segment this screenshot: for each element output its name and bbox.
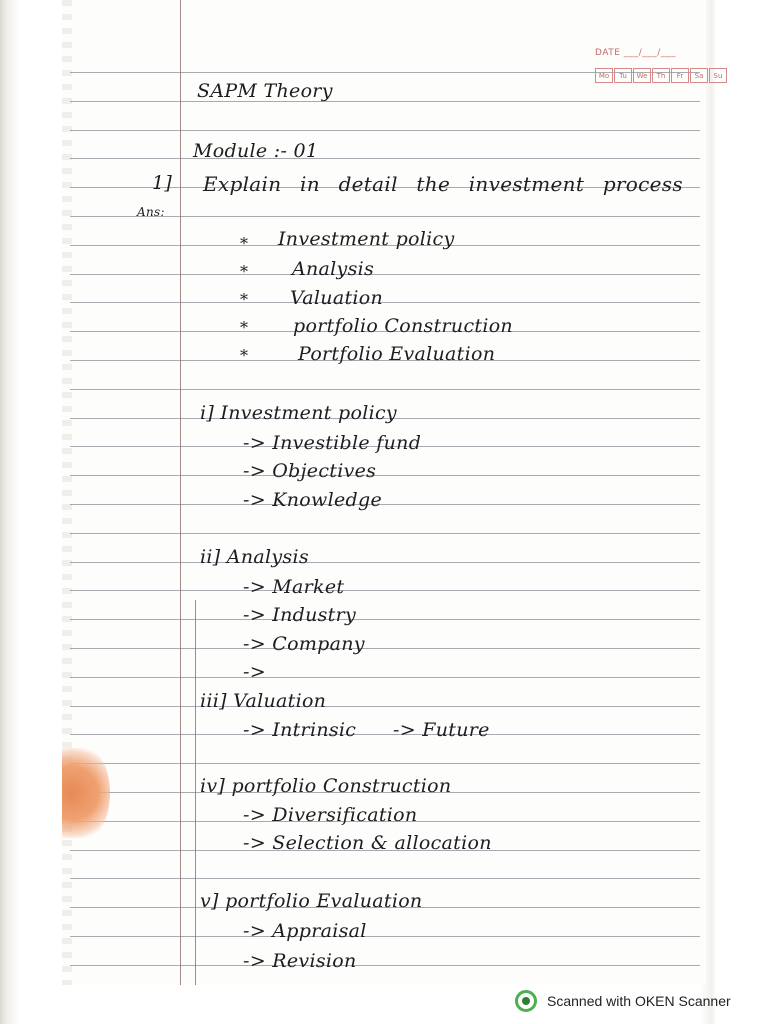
bullet-mark: * (240, 318, 249, 337)
section-item: -> Industry (243, 604, 357, 626)
margin-line (180, 0, 181, 985)
section-heading: v] portfolio Evaluation (200, 890, 423, 912)
bullet-mark: * (240, 234, 249, 253)
step-item: Portfolio Evaluation (298, 343, 496, 365)
margin-line-lower (195, 600, 196, 985)
section-heading: ii] Analysis (200, 546, 309, 568)
question-number: 1] (152, 172, 173, 194)
weekday-box: Th (652, 68, 670, 83)
ruled-line (70, 302, 700, 303)
question-text: Explain in detail the investment process (203, 172, 683, 196)
bullet-mark: * (240, 346, 249, 365)
ruled-line (70, 158, 700, 159)
module-heading: Module :- 01 (193, 140, 319, 162)
section-item: -> (243, 661, 266, 683)
section-heading: iii] Valuation (200, 690, 327, 712)
weekday-box: Mo (595, 68, 613, 83)
ruled-line (70, 130, 700, 131)
bullet-mark: * (240, 262, 249, 281)
ruled-line (70, 706, 700, 707)
ruled-line (70, 274, 700, 275)
step-item: portfolio Construction (293, 315, 513, 337)
weekday-boxes (595, 68, 728, 83)
ruled-line (70, 763, 700, 764)
ruled-line (70, 936, 700, 937)
scanner-watermark (515, 990, 731, 1012)
weekday-box: Fr (671, 68, 689, 83)
watermark-text: Scanned with OKEN Scanner (547, 993, 731, 1009)
section-item: -> Appraisal (243, 920, 367, 942)
section-item: -> Future (393, 719, 490, 741)
section-item: -> Selection & allocation (243, 832, 492, 854)
ruled-line (70, 504, 700, 505)
step-item: Investment policy (278, 228, 455, 250)
ruled-line (70, 562, 700, 563)
ruled-line (70, 677, 700, 678)
bullet-mark: * (240, 290, 249, 309)
section-item: -> Knowledge (243, 489, 383, 511)
ruled-line (70, 475, 700, 476)
section-item: -> Revision (243, 950, 357, 972)
ruled-line (70, 533, 700, 534)
section-heading: iv] portfolio Construction (200, 775, 452, 797)
section-item: -> Company (243, 633, 365, 655)
oken-scanner-logo-icon (515, 990, 537, 1012)
weekday-box: We (633, 68, 651, 83)
step-item: Analysis (292, 258, 375, 280)
section-item: -> Objectives (243, 460, 377, 482)
section-item: -> Diversification (243, 804, 418, 826)
ruled-line (70, 734, 700, 735)
answer-label: Ans: (137, 205, 165, 219)
orange-stain (62, 748, 110, 838)
weekday-box: Sa (690, 68, 708, 83)
ruled-line (70, 389, 700, 390)
ruled-line (70, 965, 700, 966)
step-item: Valuation (290, 287, 384, 309)
weekday-box: Tu (614, 68, 632, 83)
weekday-box: Su (709, 68, 727, 83)
ruled-line (70, 619, 700, 620)
ruled-line (70, 878, 700, 879)
section-item: -> Investible fund (243, 432, 422, 454)
ruled-line (70, 590, 700, 591)
ruled-line (70, 101, 700, 102)
date-field: DATE ___/___/___ (595, 48, 676, 58)
page-title: SAPM Theory (197, 80, 333, 102)
section-item: -> Intrinsic (243, 719, 357, 741)
section-item: -> Market (243, 576, 345, 598)
section-heading: i] Investment policy (200, 402, 397, 424)
ruled-line (70, 648, 700, 649)
